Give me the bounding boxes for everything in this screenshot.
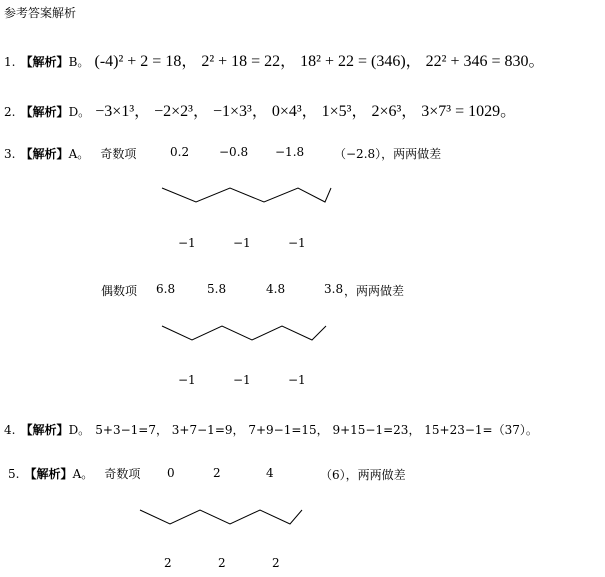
- difference-value: 2: [218, 556, 226, 570]
- even-tail: ，两两做差: [344, 284, 405, 298]
- difference-value: 2: [164, 556, 172, 570]
- difference-value: 2: [272, 556, 280, 570]
- even-value: 5.8: [207, 282, 227, 296]
- answer-letter: A。: [68, 147, 90, 161]
- difference-value: −1: [233, 373, 251, 387]
- item-3-header: [4, 143, 136, 162]
- odd-tail: （−2.8），两两做差: [334, 147, 442, 161]
- difference-value: −1: [178, 373, 196, 387]
- odd-terms-label: 奇数项: [104, 467, 141, 481]
- even-terms-label: 偶数项: [101, 284, 138, 298]
- difference-zigzag: [162, 324, 332, 344]
- difference-value: −1: [288, 236, 306, 250]
- difference-value: −1: [233, 236, 251, 250]
- item-5-header: [8, 463, 140, 482]
- difference-value: −1: [288, 373, 306, 387]
- item-number: 4.: [4, 423, 16, 437]
- item-2: [4, 98, 516, 121]
- analysis-tag: 【解析】: [20, 55, 69, 69]
- odd-value: 2: [213, 466, 221, 480]
- analysis-tag: 【解析】: [20, 105, 69, 119]
- page-title: 参考答案解析: [4, 6, 77, 20]
- difference-zigzag: [162, 186, 332, 206]
- analysis-tag: 【解析】: [20, 423, 69, 437]
- odd-terms-label: 奇数项: [100, 147, 137, 161]
- item-number: 3.: [4, 147, 16, 161]
- difference-zigzag: [140, 508, 310, 528]
- answer-letter: A。: [72, 467, 94, 481]
- item-1: [4, 48, 545, 71]
- even-value: 4.8: [266, 282, 286, 296]
- even-value: 3.8: [324, 282, 344, 296]
- odd-value: −1.8: [275, 145, 305, 159]
- answer-letter: B。: [68, 55, 90, 69]
- solution-expression: 5+3−1=7， 3+7−1=9， 7+9−1=15， 9+15−1=23， 15+23−1=（37）。: [95, 423, 538, 437]
- item-4: [4, 419, 538, 438]
- odd-tail: （6），两两做差: [320, 468, 406, 482]
- solution-expression: −3×1³， −2×2³， −1×3³， 0×4³， 1×5³， 2×6³， 3×7³ = 1029。: [95, 103, 517, 120]
- answer-letter: D。: [68, 423, 91, 437]
- solution-expression: (-4)² + 2 = 18， 2² + 18 = 22， 18² + 22 = (346)， 22² + 346 = 830。: [94, 53, 545, 70]
- item-number: 2.: [4, 105, 16, 119]
- item-number: 1.: [4, 55, 16, 69]
- analysis-tag: 【解析】: [20, 147, 69, 161]
- even-value: 6.8: [156, 282, 176, 296]
- odd-value: 4: [266, 466, 274, 480]
- odd-value: −0.8: [219, 145, 249, 159]
- item-number: 5.: [8, 467, 20, 481]
- difference-value: −1: [178, 236, 196, 250]
- analysis-tag: 【解析】: [24, 467, 73, 481]
- odd-value: 0: [167, 466, 175, 480]
- odd-value: 0.2: [170, 145, 190, 159]
- answer-letter: D。: [68, 105, 91, 119]
